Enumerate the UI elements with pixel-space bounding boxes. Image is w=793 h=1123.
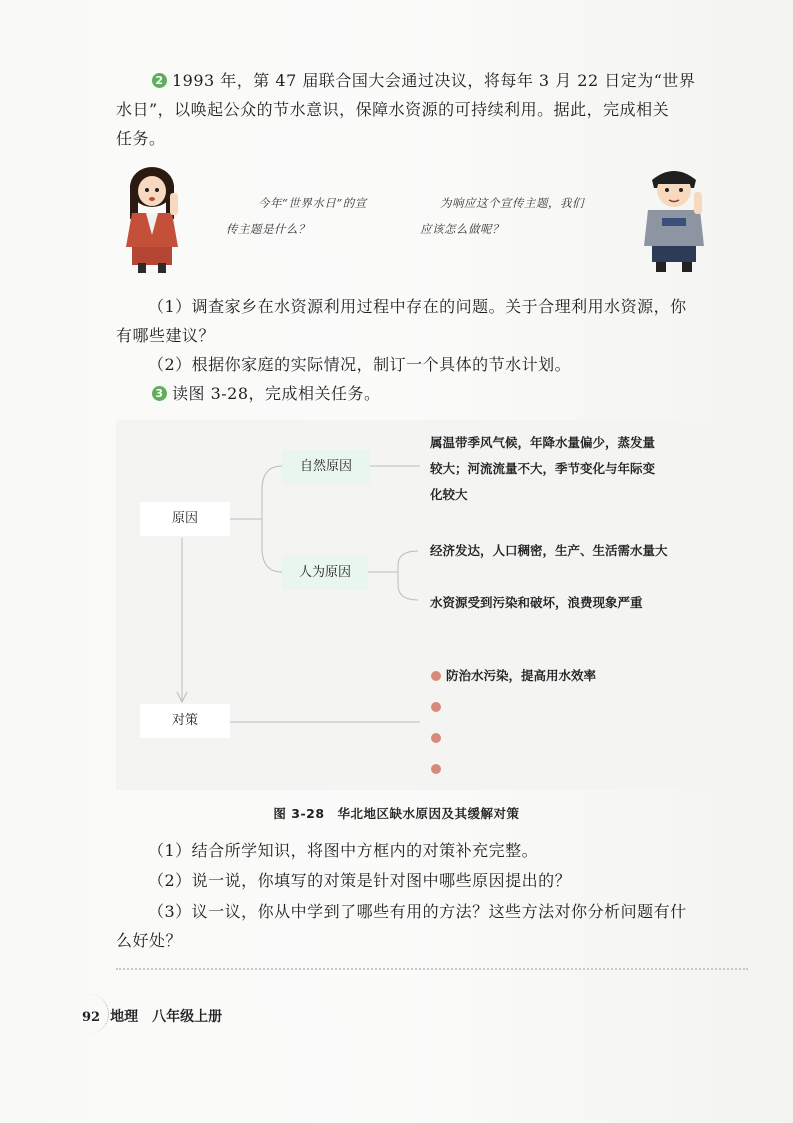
question-b2: （2）说一说，你填写的对策是针对图中哪些原因提出的？ <box>148 871 572 890</box>
girl-speech-line1: 今年“世界水日”的宣 <box>258 196 367 210</box>
question-a2: （2）根据你家庭的实际情况，制订一个具体的节水计划。 <box>148 355 572 374</box>
question-b1: （1）结合所学知识，将图中方框内的对策补充完整。 <box>148 841 539 860</box>
measure-bullet-3 <box>431 733 441 743</box>
measure-bullet-4 <box>431 764 441 774</box>
task-number-badge: 3 <box>152 386 167 401</box>
boy-speech-line2: 应该怎么做呢？ <box>420 222 504 236</box>
natural-desc-line1: 属温带季风气候，年降水量偏少，蒸发量 <box>430 435 656 450</box>
page-footer <box>82 1006 222 1026</box>
natural-cause-box: 自然原因 <box>282 450 370 484</box>
root-cause-box: 原因 <box>140 502 230 536</box>
human-cause-box: 人为原因 <box>282 556 368 590</box>
girl-speech-line2: 传主题是什么？ <box>226 222 310 236</box>
question-a1-line2: 有哪些建议？ <box>116 326 216 345</box>
natural-cause-description <box>430 430 730 508</box>
natural-desc-line2: 较大；河流流量不大，季节变化与年际变 <box>430 461 656 476</box>
measures-box: 对策 <box>140 704 230 738</box>
measure-bullet-2 <box>431 702 441 712</box>
measure-text-1: 防治水污染，提高用水效率 <box>446 668 597 683</box>
natural-desc-line3: 化较大 <box>430 487 468 502</box>
task-number-badge: 2 <box>152 73 167 88</box>
figure-caption: 图 3-28 华北地区缺水原因及其缓解对策 <box>273 806 520 821</box>
measure-bullet-1 <box>431 671 441 681</box>
task2-line1: 1993 年，第 47 届联合国大会通过决议，将每年 3 月 22 日定为“世界 <box>172 71 696 90</box>
boy-speech-line1: 为响应这个宣传主题，我们 <box>440 196 584 210</box>
footer-divider <box>116 968 748 970</box>
page-number: 92 <box>82 1010 101 1025</box>
human-cause-description-1: 经济发达，人口稠密，生产、生活需水量大 <box>430 543 668 558</box>
task2-line3: 任务。 <box>116 129 166 148</box>
question-b3-line1: （3）议一议，你从中学到了哪些有用的方法？这些方法对你分析问题有什 <box>148 902 687 921</box>
book-title: 地理 八年级上册 <box>110 1009 223 1025</box>
task2-line2: 水日”，以唤起公众的节水意识，保障水资源的可持续利用。据此，完成相关 <box>116 100 670 119</box>
task3-text: 读图 3-28，完成相关任务。 <box>172 384 381 403</box>
human-cause-description-2: 水资源受到污染和破坏，浪费现象严重 <box>430 595 643 610</box>
question-b3-line2: 么好处？ <box>116 931 183 950</box>
question-a1-line1: （1）调查家乡在水资源利用过程中存在的问题。关于合理利用水资源，你 <box>148 297 687 316</box>
